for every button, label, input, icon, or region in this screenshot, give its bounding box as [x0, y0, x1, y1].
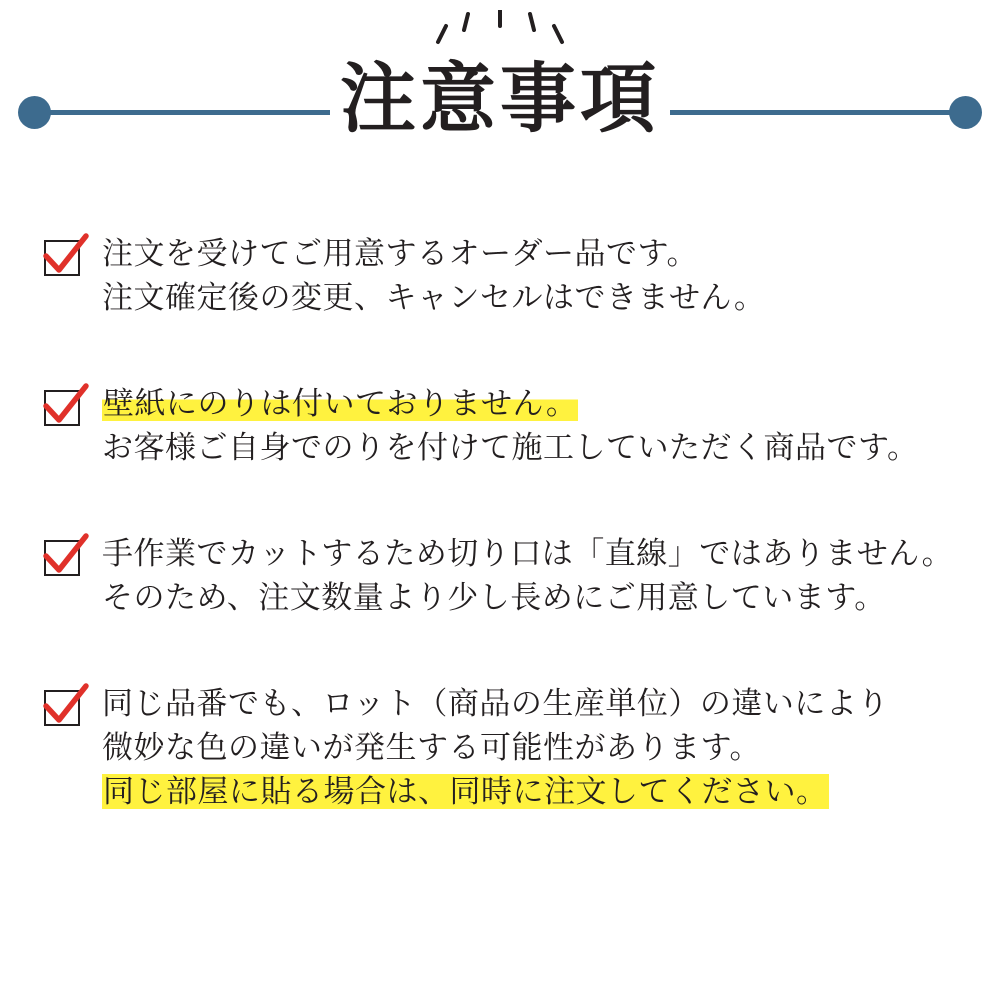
checkbox-checked-icon: [40, 534, 84, 578]
list-item: [40, 382, 960, 470]
note-line: 壁紙にのりは付いておりません。: [103, 386, 578, 422]
note-line: お客様ご自身でのりを付けて施工していただく商品です。: [102, 430, 919, 466]
header-dot-right: [949, 96, 982, 129]
list-item: [40, 532, 960, 620]
header-rule-right: [670, 110, 960, 115]
checkbox-checked-icon: [40, 684, 84, 728]
note-line: 手作業でカットするため切り口は「直線」ではありません。: [102, 536, 954, 572]
note-line: 微妙な色の違いが発生する可能性があります。: [102, 730, 762, 766]
note-line: 同じ部屋に貼る場合は、同時に注文してください。: [103, 774, 828, 810]
page-title: 注意事項: [340, 57, 660, 142]
list-item: [40, 682, 960, 814]
note-line: 同じ品番でも、ロット（商品の生産単位）の違いにより: [102, 686, 889, 722]
page-header: [0, 0, 1000, 190]
list-item: [40, 232, 960, 320]
notice-list: [0, 232, 1000, 814]
note-line: 注文を受けてご用意するオーダー品です。: [102, 236, 699, 271]
note-line: 注文確定後の変更、キャンセルはできません。: [102, 280, 766, 316]
note-line: そのため、注文数量より少し長めにご用意しています。: [102, 580, 886, 616]
checkbox-checked-icon: [40, 234, 84, 278]
checkbox-checked-icon: [40, 384, 84, 428]
